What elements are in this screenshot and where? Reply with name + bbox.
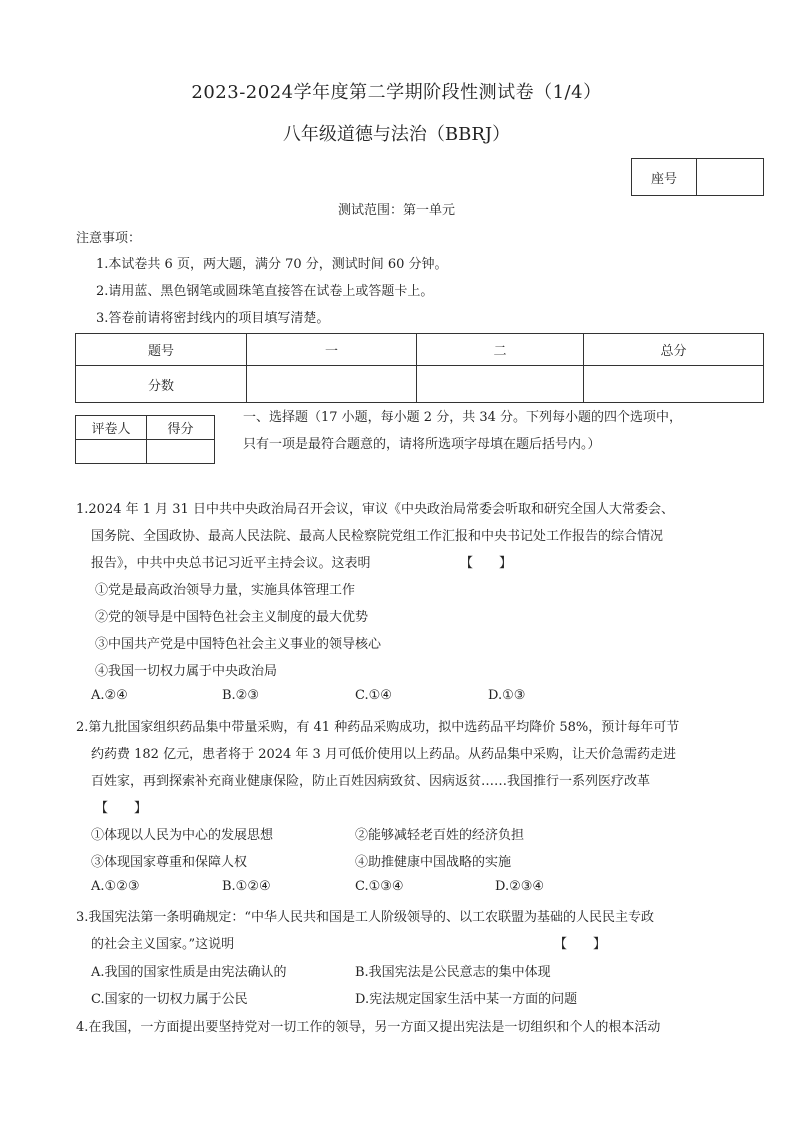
question-1-text: 国务院、全国政协、最高人民法院、最高人民检察院党组工作汇报和中央书记处工作报告的综合情况 — [91, 529, 664, 544]
seat-label: 座号 — [632, 159, 697, 196]
question-3-text: 3.我国宪法第一条明确规定：“中华人民共和国是工人阶级领导的、以工农联盟为基础的人民民主专政 — [76, 910, 655, 925]
option-b[interactable]: B.我国宪法是公民意志的集中体现 — [355, 965, 551, 980]
option-b[interactable]: B.②③ — [222, 688, 259, 703]
question-2-text: 百姓家，再到探索补充商业健康保险，防止百姓因病致贫、因病返贫……我国推行一系列医疗改革 — [91, 774, 651, 789]
score-header-label: 题号 — [76, 334, 247, 366]
note-item: 2.请用蓝、黑色钢笔或圆珠笔直接答在试卷上或答题卡上。 — [96, 284, 434, 299]
statement: ①党是最高政治领导力量，实施具体管理工作 — [95, 583, 356, 598]
answer-bracket[interactable]: 【 】 — [460, 556, 513, 571]
option-b[interactable]: B.①②④ — [222, 879, 271, 894]
score-header-1: 一 — [247, 334, 417, 366]
statement: ④我国一切权力属于中央政治局 — [95, 664, 278, 679]
note-item: 3.答卷前请将密封线内的项目填写清楚。 — [96, 311, 330, 326]
option-c[interactable]: C.①④ — [355, 688, 392, 703]
score-cell-2[interactable] — [417, 366, 584, 403]
statement: ④助推健康中国战略的实施 — [355, 855, 512, 870]
question-3-text: 的社会主义国家。”这说明 — [91, 937, 235, 952]
score-cell-total[interactable] — [584, 366, 764, 403]
statement: ②能够减轻老百姓的经济负担 — [355, 828, 525, 843]
option-c[interactable]: C.国家的一切权力属于公民 — [91, 992, 248, 1007]
notes-heading: 注意事项： — [76, 231, 142, 246]
question-4-text: 4.在我国，一方面提出要坚持党对一切工作的领导，另一方面又提出宪法是一切组织和个人的根本活动 — [76, 1020, 661, 1035]
score-row-label: 分数 — [76, 366, 247, 403]
answer-bracket[interactable]: 【 】 — [95, 801, 148, 816]
note-item: 1.本试卷共 6 页，两大题，满分 70 分，测试时间 60 分钟。 — [96, 257, 448, 272]
option-d[interactable]: D.宪法规定国家生活中某一方面的问题 — [355, 992, 578, 1007]
option-d[interactable]: D.②③④ — [495, 879, 545, 894]
statement: ①体现以人民为中心的发展思想 — [91, 828, 274, 843]
section-heading: 一、选择题（17 小题，每小题 2 分，共 34 分。下列每小题的四个选项中， — [243, 410, 683, 425]
grader-label: 评卷人 — [76, 416, 147, 440]
score-cell-1[interactable] — [247, 366, 417, 403]
question-1-text: 报告》，中共中央总书记习近平主持会议。这表明 — [91, 556, 371, 571]
statement: ③中国共产党是中国特色社会主义事业的领导核心 — [95, 637, 382, 652]
option-d[interactable]: D.①③ — [488, 688, 526, 703]
seat-input-cell[interactable] — [697, 159, 764, 196]
statement: ③体现国家尊重和保障人权 — [91, 855, 248, 870]
question-1-text: 1.2024 年 1 月 31 日中共中央政治局召开会议，审议《中央政治局常委会听取和研究全国人大常委会、 — [76, 502, 674, 517]
score-header-2: 二 — [417, 334, 584, 366]
option-c[interactable]: C.①③④ — [355, 879, 404, 894]
score-table — [75, 333, 764, 403]
points-label: 得分 — [147, 416, 215, 440]
option-a[interactable]: A.①②③ — [91, 879, 140, 894]
answer-bracket[interactable]: 【 】 — [554, 937, 607, 952]
statement: ②党的领导是中国特色社会主义制度的最大优势 — [95, 610, 369, 625]
test-scope: 测试范围：第一单元 — [337, 203, 455, 218]
question-2-text: 约药费 182 亿元，患者将于 2024 年 3 月可低价使用以上药品。从药品集中采购，让天价急需药走进 — [91, 747, 676, 762]
page-title: 2023-2024学年度第二学期阶段性测试卷（1/4） — [191, 82, 602, 103]
page-subtitle: 八年级道德与法治（BBRJ） — [282, 124, 511, 145]
question-2-text: 2.第九批国家组织药品集中带量采购，有 41 种药品采购成功，拟中选药品平均降价 58%，预计每年可节 — [76, 720, 680, 735]
grader-cell[interactable] — [76, 440, 147, 464]
grader-table — [75, 415, 215, 464]
score-header-total: 总分 — [584, 334, 764, 366]
seat-number-box — [631, 158, 764, 196]
option-a[interactable]: A.我国的国家性质是由宪法确认的 — [91, 965, 287, 980]
points-cell[interactable] — [147, 440, 215, 464]
option-a[interactable]: A.②④ — [91, 688, 128, 703]
section-instruction: 只有一项是最符合题意的，请将所选项字母填在题后括号内。） — [243, 437, 601, 452]
